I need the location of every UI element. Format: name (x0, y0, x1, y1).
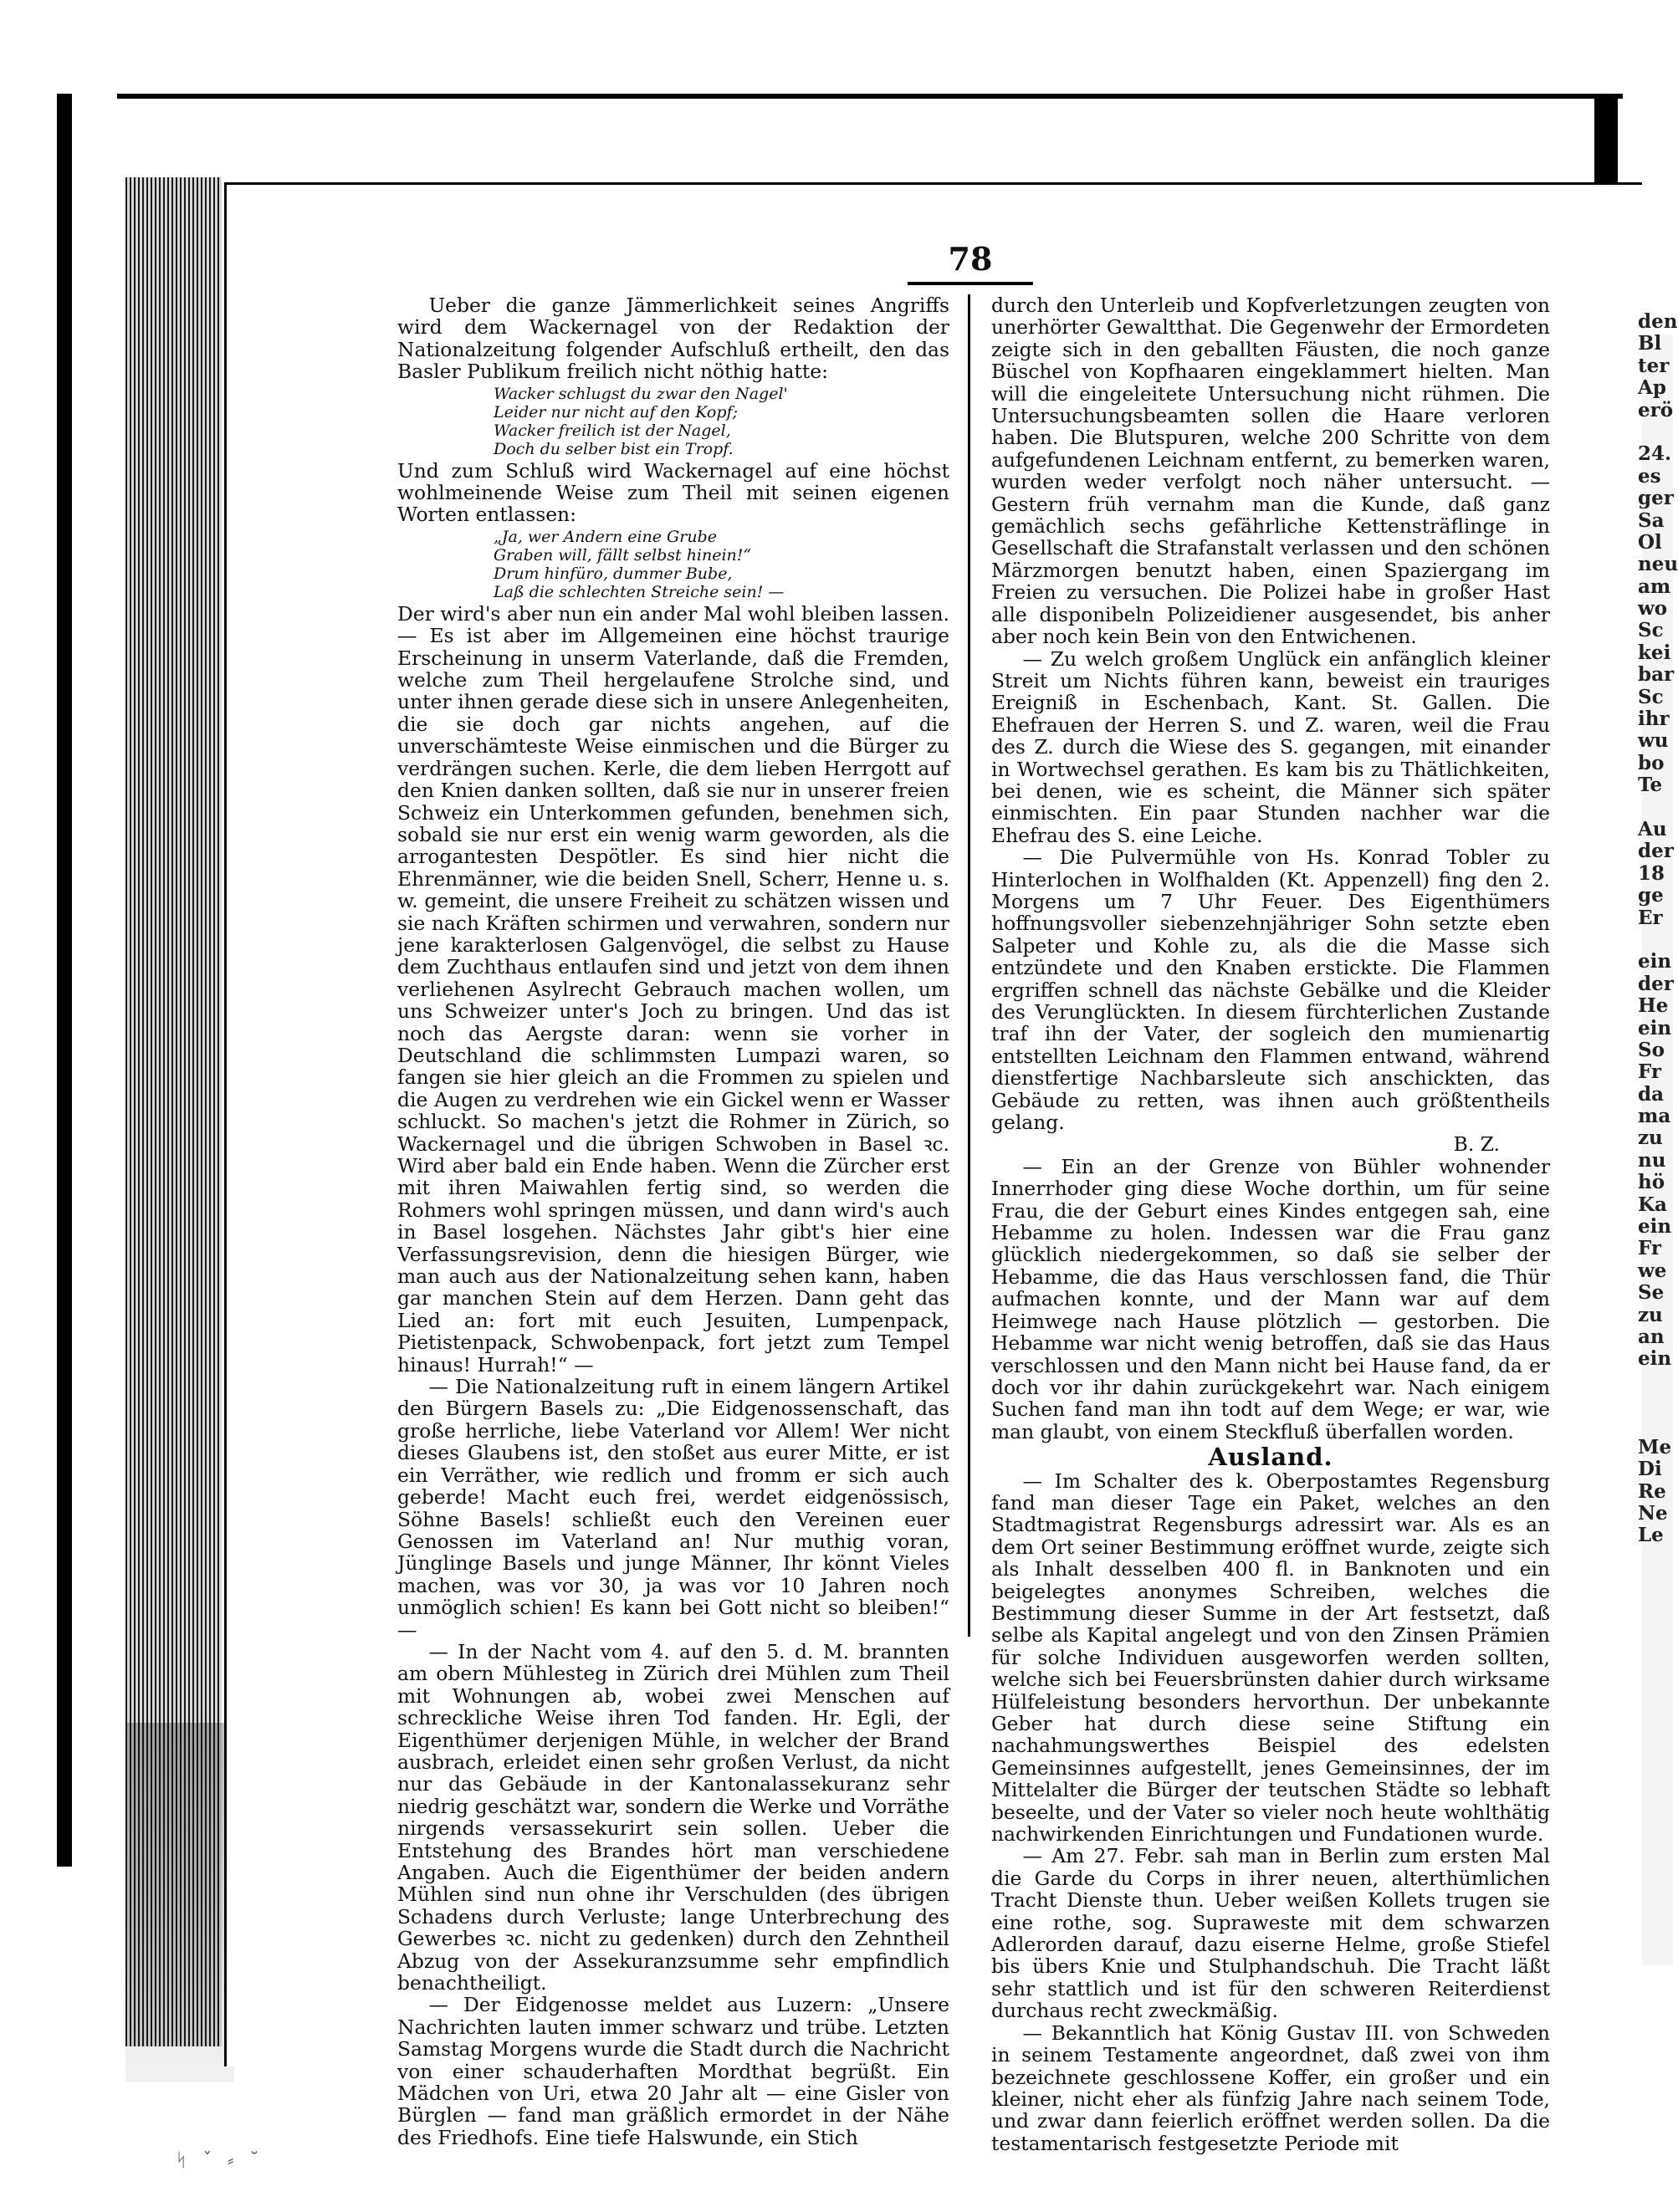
right-column (991, 294, 1550, 2154)
next-page-fragment: bar (1638, 663, 1675, 687)
next-page-fragment: erö (1638, 398, 1674, 421)
article-paragraph: — Ein an der Grenze von Bühler wohnender Innerrhoder ging diese Woche dorthin, um für seine Frau, die der Geburt eines Kindes entgegen sah, eine Hebamme zu holen. Indessen war die Frau ganz glücklich niedergekommen, so daß sie selber der Hebamme, die das Haus verschlossen fand, die Thür aufmachen konnte, und der Mann war auf dem Heimwege nach Hause plötzlich — gestorben. Die Hebamme war nicht wenig betroffen, daß sie das Haus verschlossen und den Mann nicht bei Hause fand, da er doch vor ihr dahin zurückgekehrt war. Nach einigem Suchen fand man ihn todt auf dem Wege; er war, wie man glaubt, von einem Steckfluß überfallen worden. (991, 1154, 1550, 1443)
next-page-fragment: kei (1638, 641, 1671, 664)
next-page-fragment: Fr (1638, 1060, 1662, 1084)
next-page-fragment: ein (1638, 1215, 1672, 1239)
next-page-fragment: da (1638, 1082, 1664, 1106)
next-page-fragment: ein (1638, 1016, 1672, 1040)
scan-specks: ᛋ ˇ ⸗ ˘ (176, 2150, 264, 2171)
section-heading: Ausland. (1208, 1443, 1333, 1472)
next-page-fragment: Ka (1638, 1193, 1667, 1216)
next-page-fragment: zu (1638, 1303, 1663, 1326)
next-page-fragment: Fr (1638, 1237, 1662, 1260)
next-page-fragment: der (1638, 840, 1674, 863)
verse-line: Doch du selber bist ein Tropf. (494, 439, 734, 458)
next-page-fragment: ihr (1638, 708, 1670, 731)
next-page-fragment: wo (1638, 597, 1668, 621)
next-page-fragment: bo (1638, 751, 1665, 774)
next-page-fragment: Sa (1638, 508, 1665, 532)
article-paragraph: Der wird's aber nun ein ander Mal wohl bleiben lassen. — Es ist aber im Allgemeinen eine höchst traurige Erscheinung in unserm Vaterlande, daß die Fremden, welche zum Theil hergelaufene Strolche sind, und unter ihnen gerade diese sich in unsere Anlegenheiten, die sie doch gar nichts angehen, auf die unverschämteste Weise einmischen und die Bürger zu verdrängen suchen. Kerle, die dem lieben Herrgott auf den Knien danken sollten, daß sie nur in unserer freien Schweiz ein Unterkommen gefunden, benehmen sich, sobald sie nur erst ein wenig warm geworden, als die arrogantesten Despötler. Es sind hier nicht die Ehrenmänner, wie die beiden Snell, Scherr, Henne u. s. w. gemeint, die unsere Freiheit zu schätzen wissen und sie nach Kräften schirmen und verwahren, sondern nur jene karakterlosen Galgenvögel, die selbst zu Hause dem Zuchthaus entlaufen sind und jetzt von dem ihnen verliehenen Asylrecht Gebrauch machen wollen, um uns Schweizer unter's Joch zu bringen. Und das ist noch das Aergste daran: wenn sie vorher in Deutschland die schlimmsten Lumpazi waren, so fangen sie hier gleich an die Frommen zu spielen und die Augen zu verdrehen wie ein Gickel wenn er Wasser schluckt. So machen's jetzt die Rohmer in Zürich, so Wackernagel und die übrigen Schwoben in Basel ꝛc. Wird aber bald ein Ende haben. Wenn die Zürcher erst mit ihren Maiwahlen fertig sind, so werden die Rohmers wohl springen müssen, und dann wird's auch in Basel losgehen. Nächstes Jahr gibt's hier eine Verfassungsrevision, denn die hiesigen Bürger, wie man auch aus der Nationalzeitung sehen kann, haben gar manchen Stein auf dem Herzen. Dann geht das Lied an: fort mit euch Jesuiten, Lumpenpack, Pietistenpack, Schwobenpack, fort jetzt zum Tempel hinaus! Hurrah!“ — (397, 601, 949, 1377)
next-page-fragment: Sc (1638, 685, 1664, 708)
next-page-fragment: Me (1638, 1435, 1672, 1458)
next-page-fragment: ger (1638, 487, 1674, 510)
next-page-fragment: Bl (1638, 332, 1662, 355)
next-page-fragment: Ne (1638, 1502, 1668, 1525)
next-page-fragment: am (1638, 575, 1671, 598)
next-page-fragment: ein (1638, 950, 1672, 973)
next-page-fragment: hö (1638, 1171, 1665, 1194)
verse-line: Laß die schlechten Streiche sein! — (494, 582, 785, 601)
next-page-fragment: Di (1638, 1458, 1662, 1481)
next-page-fragment: Ol (1638, 530, 1662, 554)
article-paragraph: — Am 27. Febr. sah man in Berlin zum ersten Mal die Garde du Corps in ihrer neuen, alterthümlichen Tracht Dienste thun. Ueber weißen Kollets trugen sie eine rothe, sog. Supraweste mit dem schwarzen Adlerorden darauf, dazu eiserne Helme, große Stiefel bis übers Knie und Stulphandschuh. Die Tracht läßt sehr stattlich und ist für den schweren Reiterdienst durchaus recht zweckmäßig. (991, 1844, 1550, 2023)
page-number: 78 (948, 240, 993, 278)
next-page-fragment: So (1638, 1038, 1665, 1061)
next-page-fragment: zu (1638, 1126, 1663, 1150)
verse-line: „Ja, wer Andern eine Grube (494, 527, 717, 546)
gutter-shadow (125, 1723, 234, 2082)
next-page-fragment: Au (1638, 817, 1667, 840)
column-divider (968, 294, 970, 1637)
next-page-fragment: ter (1638, 354, 1670, 377)
next-page-fragment: wu (1638, 729, 1669, 753)
article-paragraph: — Die Nationalzeitung ruft in einem längern Artikel den Bürgern Basels zu: „Die Eidgenossenschaft, das große herrliche, liebe Vaterland vor Allem! Wer nicht dieses Glaubens ist, den stoßet aus eurer Mitte, er ist ein Verräther, wie redlich und fromm er sich auch geberde! Macht euch frei, werdet eidgenössisch, Söhne Basels! schließt euch den Vereinen euer Genossen im Vaterland an! Nur muthig voran, Jünglinge Basels und junge Männer, Ihr könnt Vieles machen, was vor 30, ja was vor 10 Jahren noch unmöglich schien! Es kann bei Gott nicht so bleiben!“ — (397, 1375, 949, 1642)
article-paragraph: — In der Nacht vom 4. auf den 5. d. M. brannten am obern Mühlesteg in Zürich drei Mühlen zum Theil mit Wohnungen ab, wobei zwei Menschen auf schreckliche Weise ihren Tod fanden. Hr. Egli, der Eigenthümer derjenigen Mühle, in welcher der Brand ausbrach, erleidet einen sehr großen Verlust, da nicht nur das Gebäude in der Kantonalassekuranz sehr niedrig geschätzt war, sondern die Werke und Vorräthe nirgends versassekurirt sein sollen. Ueber die Entstehung des Brandes hört man verschiedene Angaben. Auch die Eigenthümer der beiden andern Mühlen sind nun ohne ihr Verschulden (des übrigen Schadens durch Verluste; lange Unterbrechung des Gewerbes ꝛc. nicht zu gedenken) durch den Zehntheil Abzug von der Assekuranzsumme sehr empfindlich benachtheiligt. (397, 1639, 949, 1995)
article-paragraph: — Im Schalter des k. Oberpostamtes Regensburg fand man dieser Tage ein Paket, welches an den Stadtmagistrat Regensburgs adressirt war. Als es an dem Ort seiner Bestimmung eröffnet wurde, zeigte sich als Inhalt desselben 400 fl. in Banknoten und ein beigelegtes anonymes Schreiben, welches die Bestimmung dieser Summe in der Art festsetzt, daß selbe als Kapital angelegt und von den Zinsen Prämien für solche Individuen ausgeworfen werden sollten, welche sich bei Feuersbrünsten dahier durch wirksame Hülfeleistung besonders hervorthun. Der unbekannte Geber hat durch diese seine Stiftung ein nachahmungswerthes Beispiel des edelsten Gemeinsinnes aufgestellt, jenes Gemeinsinnes, der im Mittelalter die Bürger der teutschen Städte so lebhaft beseelte, und der Vater so vieler noch heute wohlthätig nachwirkenden Einrichtungen und Fundationen wurde. (991, 1469, 1550, 1847)
left-column (397, 294, 949, 2148)
verse-line: Leider nur nicht auf den Kopf; (494, 402, 738, 421)
next-page-fragment: nu (1638, 1148, 1666, 1172)
article-signature: B. Z. (1453, 1132, 1500, 1157)
next-page-fragment: Re (1638, 1479, 1666, 1503)
article-paragraph: — Der Eidgenosse meldet aus Luzern: „Unsere Nachrichten lauten immer schwarz und trübe. Letzten Samstag Morgens wurde die Stadt durch die Nachricht von einer schauderhaften Mordthat begrüßt. Ein Mädchen von Uri, etwa 20 Jahr alt — eine Gisler von Bürglen — fand man gräßlich ermordet in der Nähe des Friedhofs. Eine tiefe Halswunde, ein Stich (397, 1993, 949, 2149)
verse-line: Wacker freilich ist der Nagel, (494, 421, 731, 440)
article-paragraph: — Zu welch großem Unglück ein anfänglich kleiner Streit um Nichts führen kann, beweist ein trauriges Ereigniß in Eschenbach, Kant. St. Gallen. Die Ehefrauen der Herren S. und Z. waren, weil die Frau des Z. durch die Wiese des S. gegangen, mit einander in Wortwechsel gerathen. Es kam bis zu Thätlichkeiten, bei denen, wie es scheint, die Männer sich später einmischten. Ein paar Stunden nachher war die Ehefrau des S. eine Leiche. (991, 646, 1550, 847)
next-page-fragment (1638, 1371, 1673, 1392)
next-page-fragment: Te (1638, 774, 1663, 797)
next-page-fragment: ma (1638, 1105, 1671, 1128)
next-page-fragment (1638, 421, 1673, 443)
next-page-fragment: Sc (1638, 619, 1664, 642)
next-page-fragment (1638, 1392, 1673, 1414)
next-page-fragment: 24. (1638, 442, 1672, 466)
next-page-fragment: Ap (1638, 376, 1666, 400)
next-page-fragment: Le (1638, 1524, 1664, 1547)
next-page-fragment: ein (1638, 1347, 1672, 1371)
article-paragraph: — Bekanntlich hat König Gustav III. von Schweden in seinem Testamente angeordnet, daß zwei von ihm bezeichnete geschlossene Koffer, ein großer und ein kleiner, nicht eher als fünfzig Jahre nach seinem Tode, und zwar dann feierlich eröffnet werden sollen. Da die testamentarisch festgesetzte Periode mit (991, 2020, 1550, 2155)
next-page-fragment: 18 (1638, 861, 1665, 885)
verse-line: Drum hinfüro, dummer Bube, (494, 564, 733, 583)
scan-left-edge (57, 94, 72, 1867)
article-paragraph: Ueber die ganze Jämmerlichkeit seines Angriffs wird dem Wackernagel von der Redaktion der Nationalzeitung folgender Aufschluß ertheilt, den das Basler Publikum freilich nicht nöthig hatte: (397, 294, 949, 384)
next-page-fragment: der (1638, 972, 1674, 995)
next-page-fragment: He (1638, 994, 1669, 1018)
next-page-fragment: we (1638, 1259, 1667, 1282)
article-paragraph: durch den Unterleib und Kopfverletzungen zeugten von unerhörter Gewaltthat. Die Gegenwehr der Ermordeten zeigte sich in den geballten Fäusten, die noch ganze Büschel von Kopfhaaren eingeklammert hielten. Man will die eingeleitete Untersuchung nicht rühmen. Die Untersuchungsbeamten sollen die Haare verloren haben. Die Blutspuren, welche 200 Schritte von dem aufgefundenen Leichnam entfernt, zu bemerken waren, wurden weder verfolgt noch näher untersucht. — Gestern früh vernahm man die Kunde, daß ganz gemächlich sechs gefährliche Kettensträflinge in Gesellschaft die Strafanstalt verlassen und den schönen Märzmorgen benutzt haben, einen Spaziergang im Freien zu versuchen. Die Polizei habe in großer Hast alle disponibeln Polizeidiener ausgesendet, bis anher aber noch kein Bein von den Entwichenen. (991, 294, 1550, 649)
next-page-fragment: es (1638, 464, 1661, 488)
next-page-fragment (1638, 1415, 1673, 1437)
page-number-rule (908, 282, 1033, 285)
verse-block (494, 528, 949, 601)
next-page-fragment: Er (1638, 906, 1663, 929)
verse-block (494, 385, 949, 458)
next-page-text-fragments (1638, 310, 1678, 1547)
verse-line: Wacker schlugst du zwar den Nagel' (494, 384, 788, 403)
next-page-fragment: an (1638, 1325, 1665, 1348)
scan-top-edge (117, 94, 1623, 99)
next-page-fragment: den (1638, 310, 1678, 333)
next-page-fragment: ge (1638, 884, 1664, 907)
next-page-fragment: neu (1638, 553, 1678, 576)
next-page-fragment (1638, 797, 1673, 819)
next-page-fragment (1638, 929, 1673, 951)
article-paragraph: — Die Pulvermühle von Hs. Konrad Tobler zu Hinterlochen in Wolfhalden (Kt. Appenzell) fing den 2. Morgens um 7 Uhr Feuer. Des Eigenthümers hoffnungsvoller siebenzehnjähriger Sohn setzte eben Salpeter und Kohle zu, als die die Masse sich entzündete und den Knaben erstickte. Die Flammen ergriffen schnell das nächste Gebälke und die Kleider des Verunglückten. In diesem fürchterlichen Zustande traf ihn der Vater, der sogleich den mumienartig entstellten Leichnam den Flammen entwand, während dienstfertige Nachbarsleute sich anschickten, das Gebäude zu retten, was ihnen auch größtentheils gelang. (991, 845, 1550, 1135)
article-paragraph: Und zum Schluß wird Wackernagel auf eine höchst wohlmeinende Weise zum Theil mit seinen eigenen Worten entlassen: (397, 458, 949, 527)
next-page-fragment: Se (1638, 1281, 1665, 1305)
verse-line: Graben will, fällt selbst hinein!“ (494, 545, 752, 564)
